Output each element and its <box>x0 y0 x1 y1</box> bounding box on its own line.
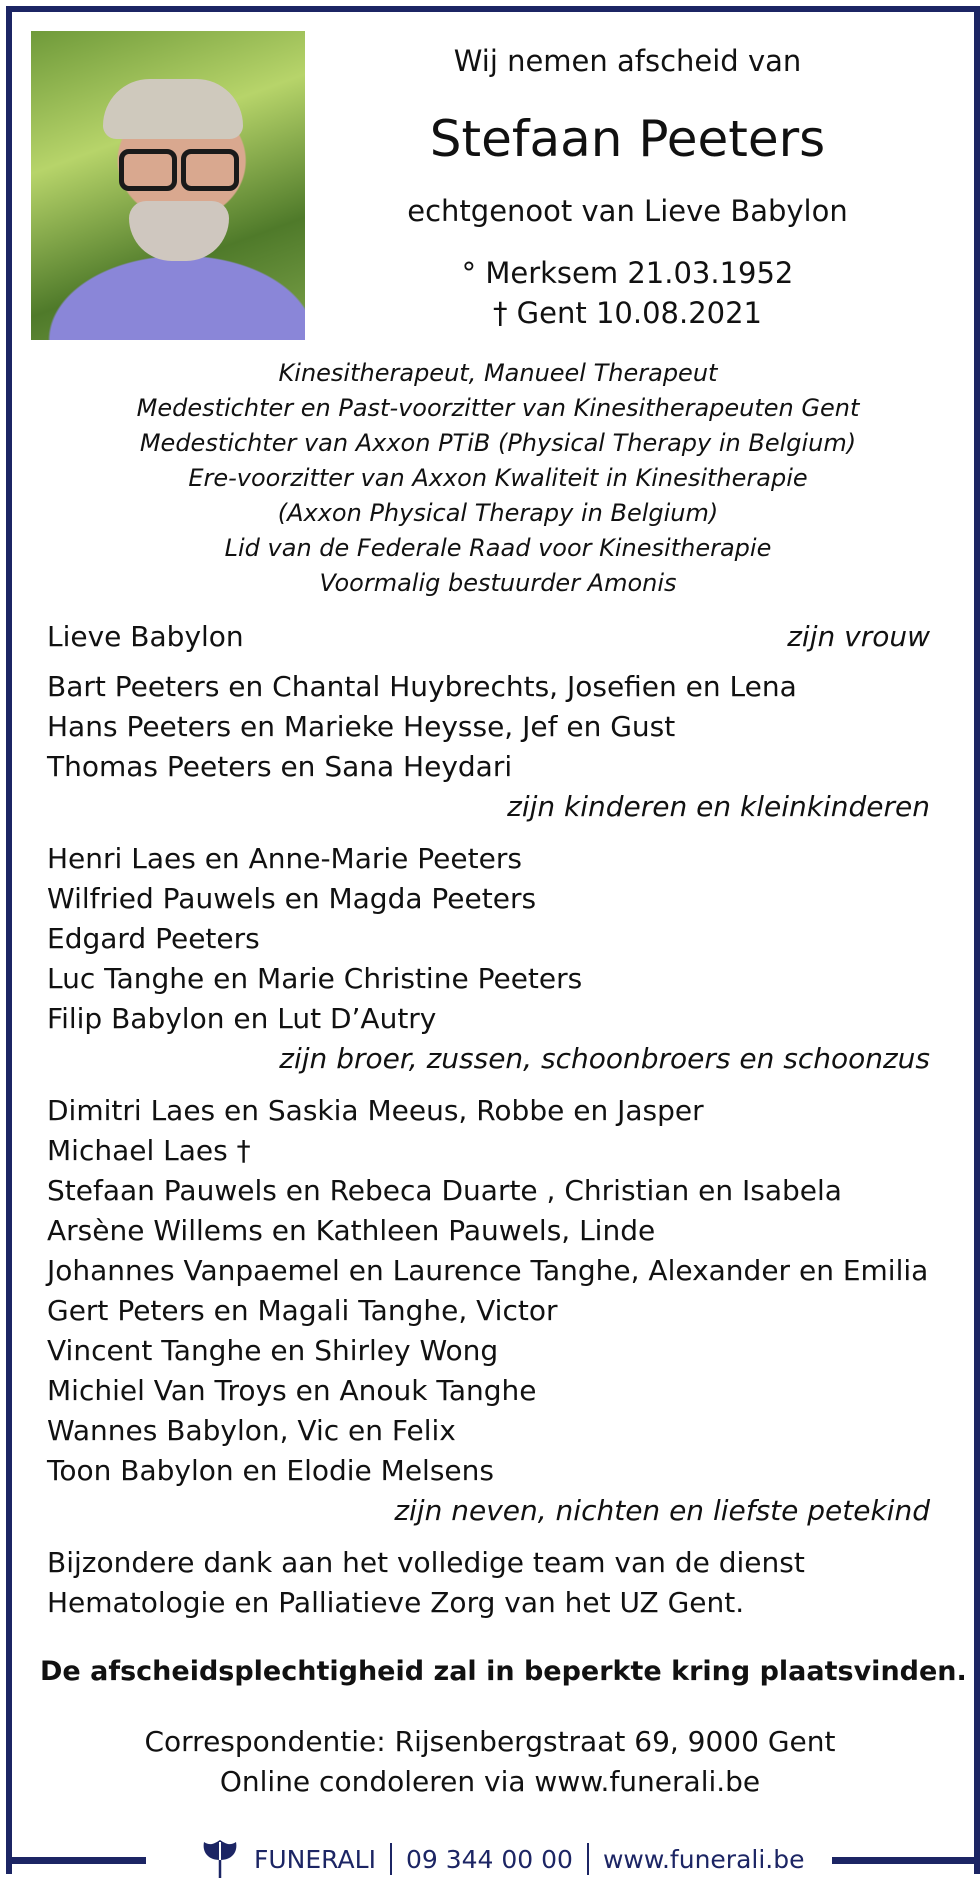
family-member: Bart Peeters en Chantal Huybrechts, Josefien en Lena <box>47 670 797 703</box>
family-member: Filip Babylon en Lut D’Autry <box>47 1002 437 1035</box>
family-member: Stefaan Pauwels en Rebeca Duarte , Christian en Isabela <box>47 1174 842 1207</box>
bottom-rule-right <box>832 1857 974 1864</box>
title-line: Medestichter van Axxon PTiB (Physical Therapy in Belgium) <box>139 429 857 457</box>
title-line: (Axxon Physical Therapy in Belgium) <box>277 499 719 527</box>
relation-label: zijn broer, zussen, schoonbroers en schoonzus <box>279 1042 930 1075</box>
thanks-line: Bijzondere dank aan het volledige team van de dienst <box>47 1546 805 1579</box>
children-block <box>47 667 930 827</box>
correspondence-address: Correspondentie: Rijsenbergstraat 69, 9000 Gent <box>144 1725 836 1758</box>
title-line: Kinesitherapeut, Manueel Therapeut <box>278 359 718 387</box>
nephews-block <box>47 1091 930 1531</box>
deceased-name: Stefaan Peeters <box>429 110 826 168</box>
funeral-home-footer <box>200 1838 805 1880</box>
family-member: Arsène Willems en Kathleen Pauwels, Linde <box>47 1214 656 1247</box>
family-member: Dimitri Laes en Saskia Meeus, Robbe en Jasper <box>47 1094 704 1127</box>
birth-line: ° Merksem 21.03.1952 <box>461 256 794 290</box>
spouse-row <box>47 617 930 657</box>
bottom-rule-left <box>6 1857 146 1864</box>
contact-block <box>40 1722 940 1802</box>
family-member: Vincent Tanghe en Shirley Wong <box>47 1334 499 1367</box>
website-link[interactable]: www.funerali.be <box>602 1844 805 1874</box>
relation-label: zijn neven, nichten en liefste petekind <box>394 1494 930 1527</box>
intro-text: Wij nemen afscheid van <box>453 44 802 78</box>
family-member: Toon Babylon en Elodie Melsens <box>47 1454 494 1487</box>
title-line: Lid van de Federale Raad voor Kinesitherapie <box>224 534 772 562</box>
siblings-block <box>47 839 930 1079</box>
family-member: Wilfried Pauwels en Magda Peeters <box>47 882 537 915</box>
family-member: Michiel Van Troys en Anouk Tanghe <box>47 1374 537 1407</box>
family-member: Gert Peters en Magali Tanghe, Victor <box>47 1294 558 1327</box>
family-member: Luc Tanghe en Marie Christine Peeters <box>47 962 583 995</box>
family-member: Edgard Peeters <box>47 922 260 955</box>
family-member: Henri Laes en Anne-Marie Peeters <box>47 842 522 875</box>
family-member: Johannes Vanpaemel en Laurence Tanghe, Alexander en Emilia <box>47 1254 929 1287</box>
spouse-line: echtgenoot van Lieve Babylon <box>407 194 848 228</box>
spouse-name: Lieve Babylon <box>47 620 244 653</box>
title-line: Ere-voorzitter van Axxon Kwaliteit in Kinesitherapie <box>188 464 808 492</box>
online-condolence: Online condoleren via www.funerali.be <box>219 1765 761 1798</box>
spouse-relation: zijn vrouw <box>787 620 930 653</box>
title-line: Medestichter en Past-voorzitter van Kinesitherapeuten Gent <box>136 394 860 422</box>
death-line: † Gent 10.08.2021 <box>492 296 763 330</box>
family-member: Thomas Peeters en Sana Heydari <box>47 750 513 783</box>
brand-name: FUNERALI <box>254 1844 376 1874</box>
thanks-line: Hematologie en Palliatieve Zorg van het UZ Gent. <box>47 1586 745 1619</box>
title-line: Voormalig bestuurder Amonis <box>319 569 677 597</box>
family-member: Hans Peeters en Marieke Heysse, Jef en Gust <box>47 710 676 743</box>
footer-divider <box>587 1843 589 1875</box>
ginkgo-leaf-icon <box>200 1838 240 1880</box>
portrait-photo <box>31 31 305 340</box>
family-member: Michael Laes † <box>47 1134 251 1167</box>
family-member: Wannes Babylon, Vic en Felix <box>47 1414 456 1447</box>
footer-divider <box>390 1843 392 1875</box>
ceremony-notice: De afscheidsplechtigheid zal in beperkte kring plaatsvinden. <box>40 1656 967 1687</box>
thanks-block <box>47 1543 930 1623</box>
relation-label: zijn kinderen en kleinkinderen <box>507 790 930 823</box>
phone-number[interactable]: 09 344 00 00 <box>405 1844 573 1874</box>
professional-titles <box>40 356 956 601</box>
